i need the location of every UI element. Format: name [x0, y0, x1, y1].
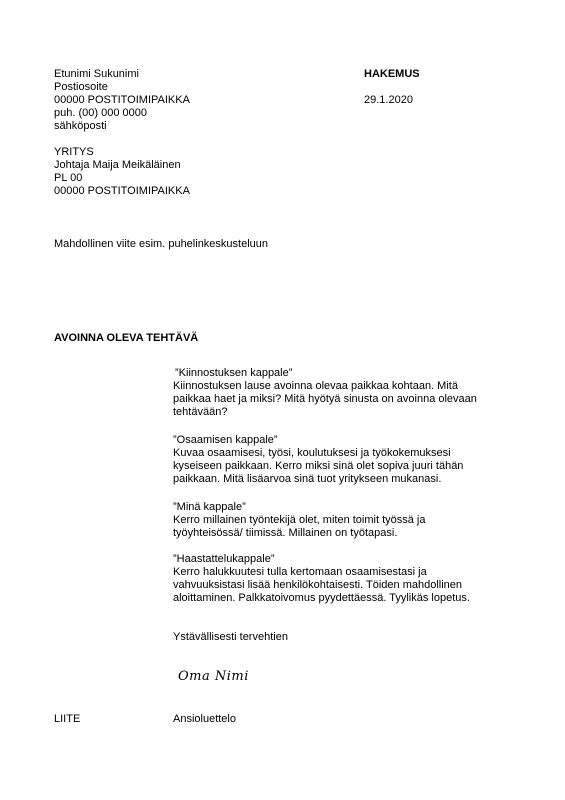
paragraph-line: Kerro halukkuutesi tulla kertomaan osaamisestasi ja [173, 566, 427, 578]
self-paragraph [173, 501, 513, 540]
recipient-box: PL 00 [54, 172, 83, 184]
position-heading: AVOINNA OLEVA TEHTÄVÄ [54, 332, 199, 344]
paragraph-line: aloittaminen. Palkkatoivomus pyydettäessä. Tyylikäs lopetus. [173, 592, 470, 604]
paragraph-line: kyseiseen paikkaan. Kerro miksi sinä olet sopiva juuri tähän [173, 460, 464, 472]
paragraph-line: Kuvaa osaamisesi, työsi, koulutuksesi ja työkokemuksesi [173, 447, 451, 459]
recipient-company: YRITYS [54, 146, 94, 158]
recipient-postal: 00000 POSTITOIMIPAIKKA [54, 185, 190, 197]
paragraph-title: ”Kiinnostuksen kappale” [175, 367, 293, 379]
interest-paragraph [173, 367, 513, 419]
paragraph-line: paikkaan. Mitä lisäarvoa sinä tuot yritykseen mukanasi. [173, 473, 442, 485]
paragraph-title: ”Minä kappale” [173, 501, 246, 513]
sender-name: Etunimi Sukunimi [54, 68, 139, 80]
paragraph-line: Kerro millainen työntekijä olet, miten toimit työssä ja [173, 514, 426, 526]
paragraph-line: paikkaa haet ja miksi? Mitä hyötyä sinusta on avoinna olevaan [173, 393, 477, 405]
skills-paragraph [173, 434, 513, 486]
paragraph-line: Kiinnostuksen lause avoinna olevaa paikkaa kohtaan. Mitä [173, 380, 458, 392]
document-date: 29.1.2020 [364, 94, 413, 106]
reference-line: Mahdollinen viite esim. puhelinkeskusteluun [54, 238, 269, 250]
paragraph-title: ”Haastattelukappale” [173, 553, 275, 565]
sender-address: Postiosoite [54, 81, 108, 93]
document-title: HAKEMUS [364, 68, 420, 80]
attachment-label: LIITE [54, 713, 81, 725]
sender-email: sähköposti [54, 120, 107, 132]
interview-paragraph [173, 553, 513, 605]
paragraph-line: tehtävään? [173, 406, 228, 418]
paragraph-title: ”Osaamisen kappale” [173, 434, 278, 446]
paragraph-line: vahvuuksistasi lisää henkilökohtaisesti. Töiden mahdollinen [173, 579, 463, 591]
sender-phone: puh. (00) 000 0000 [54, 107, 147, 119]
closing-line: Ystävällisesti tervehtien [173, 631, 288, 643]
attachment-value: Ansioluettelo [173, 713, 236, 725]
signature: Oma Nimi [178, 669, 249, 684]
paragraph-line: työyhteisössä/ tiimissä. Millainen on työtapasi. [173, 527, 398, 539]
recipient-contact: Johtaja Maija Meikäläinen [54, 159, 181, 171]
sender-postal: 00000 POSTITOIMIPAIKKA [54, 94, 190, 106]
